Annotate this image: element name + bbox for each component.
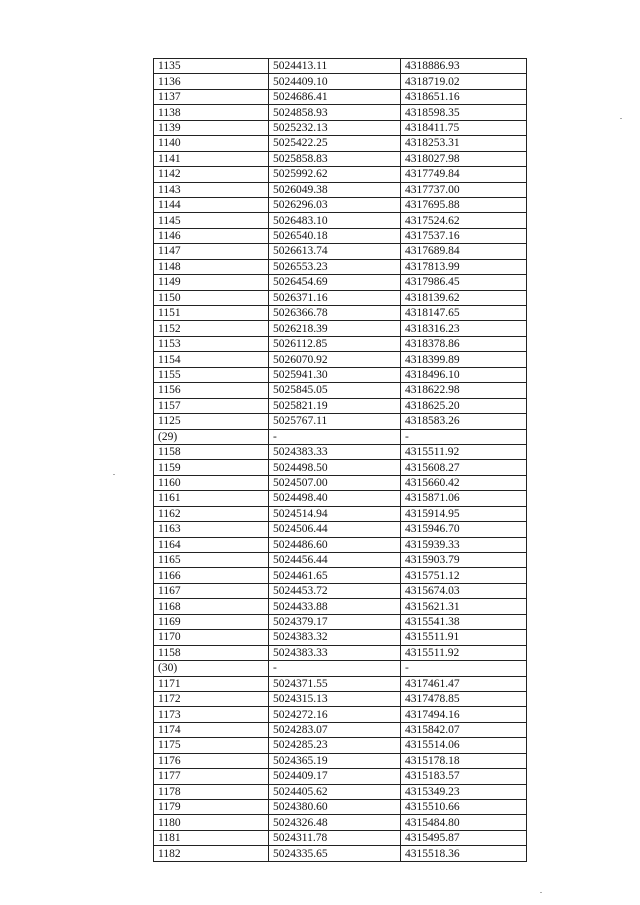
point-id-cell: 1151 — [154, 306, 269, 321]
point-id-cell: 1158 — [154, 645, 269, 660]
x-coordinate-cell: 5024461.65 — [269, 568, 401, 583]
table-row — [154, 59, 527, 74]
point-id-cell: 1169 — [154, 614, 269, 629]
y-coordinate-cell: 4317695.88 — [401, 197, 527, 212]
table-row — [154, 707, 527, 722]
table-row — [154, 522, 527, 537]
x-coordinate-cell: 5024453.72 — [269, 583, 401, 598]
point-id-cell: 1147 — [154, 244, 269, 259]
table-row — [154, 506, 527, 521]
scan-speck — [113, 474, 115, 475]
table-row — [154, 213, 527, 228]
table-row — [154, 676, 527, 691]
table-row — [154, 136, 527, 151]
point-id-cell: 1135 — [154, 59, 269, 74]
x-coordinate-cell: 5024383.32 — [269, 630, 401, 645]
y-coordinate-cell: 4317478.85 — [401, 691, 527, 706]
y-coordinate-cell: 4315842.07 — [401, 722, 527, 737]
x-coordinate-cell: 5024371.55 — [269, 676, 401, 691]
point-id-cell: 1164 — [154, 537, 269, 552]
x-coordinate-cell: 5024409.10 — [269, 74, 401, 89]
point-id-cell: 1157 — [154, 398, 269, 413]
point-id-cell: 1167 — [154, 583, 269, 598]
point-id-cell: 1152 — [154, 321, 269, 336]
x-coordinate-cell: 5024285.23 — [269, 738, 401, 753]
table-row — [154, 722, 527, 737]
table-row — [154, 429, 527, 444]
x-coordinate-cell: 5026218.39 — [269, 321, 401, 336]
table-row — [154, 800, 527, 815]
point-id-cell: 1176 — [154, 753, 269, 768]
x-coordinate-cell: - — [269, 661, 401, 676]
point-id-cell: 1172 — [154, 691, 269, 706]
table-row — [154, 74, 527, 89]
x-coordinate-cell: 5026454.69 — [269, 275, 401, 290]
x-coordinate-cell: 5026070.92 — [269, 352, 401, 367]
y-coordinate-cell: 4318139.62 — [401, 290, 527, 305]
y-coordinate-cell: 4318719.02 — [401, 74, 527, 89]
table-row — [154, 645, 527, 660]
point-id-cell: 1175 — [154, 738, 269, 753]
point-id-cell: 1174 — [154, 722, 269, 737]
coordinates-table-body — [154, 59, 527, 862]
table-row — [154, 830, 527, 845]
y-coordinate-cell: 4317689.84 — [401, 244, 527, 259]
point-id-cell: 1156 — [154, 383, 269, 398]
y-coordinate-cell: 4315939.33 — [401, 537, 527, 552]
x-coordinate-cell: 5026366.78 — [269, 306, 401, 321]
table-row — [154, 398, 527, 413]
scan-speck — [620, 118, 622, 119]
table-row — [154, 167, 527, 182]
y-coordinate-cell: 4318399.89 — [401, 352, 527, 367]
point-id-cell: 1165 — [154, 553, 269, 568]
y-coordinate-cell: 4318253.31 — [401, 136, 527, 151]
y-coordinate-cell: 4318147.65 — [401, 306, 527, 321]
table-row — [154, 475, 527, 490]
point-id-cell: 1155 — [154, 367, 269, 382]
y-coordinate-cell: 4318651.16 — [401, 89, 527, 104]
table-row — [154, 182, 527, 197]
y-coordinate-cell: 4318316.23 — [401, 321, 527, 336]
y-coordinate-cell: 4317737.00 — [401, 182, 527, 197]
x-coordinate-cell: 5024456.44 — [269, 553, 401, 568]
point-id-cell: 1179 — [154, 800, 269, 815]
y-coordinate-cell: 4317494.16 — [401, 707, 527, 722]
y-coordinate-cell: 4317537.16 — [401, 228, 527, 243]
y-coordinate-cell: 4315914.95 — [401, 506, 527, 521]
point-id-cell: 1144 — [154, 197, 269, 212]
x-coordinate-cell: 5024383.33 — [269, 444, 401, 459]
y-coordinate-cell: 4315495.87 — [401, 830, 527, 845]
table-row — [154, 259, 527, 274]
x-coordinate-cell: 5025941.30 — [269, 367, 401, 382]
y-coordinate-cell: 4315511.92 — [401, 444, 527, 459]
table-row — [154, 120, 527, 135]
table-row — [154, 846, 527, 861]
table-row — [154, 414, 527, 429]
table-row — [154, 614, 527, 629]
y-coordinate-cell: 4315903.79 — [401, 553, 527, 568]
point-id-cell: 1141 — [154, 151, 269, 166]
y-coordinate-cell: 4318411.75 — [401, 120, 527, 135]
point-id-cell: 1182 — [154, 846, 269, 861]
table-row — [154, 105, 527, 120]
x-coordinate-cell: 5026540.18 — [269, 228, 401, 243]
x-coordinate-cell: 5024380.60 — [269, 800, 401, 815]
y-coordinate-cell: 4315751.12 — [401, 568, 527, 583]
y-coordinate-cell: 4315660.42 — [401, 475, 527, 490]
y-coordinate-cell: 4315183.57 — [401, 769, 527, 784]
y-coordinate-cell: 4318622.98 — [401, 383, 527, 398]
x-coordinate-cell: 5024326.48 — [269, 815, 401, 830]
x-coordinate-cell: 5025422.25 — [269, 136, 401, 151]
point-id-cell: 1142 — [154, 167, 269, 182]
table-row — [154, 769, 527, 784]
point-id-cell: 1145 — [154, 213, 269, 228]
point-id-cell: 1125 — [154, 414, 269, 429]
x-coordinate-cell: 5024433.88 — [269, 599, 401, 614]
point-id-cell: 1154 — [154, 352, 269, 367]
point-id-cell: 1140 — [154, 136, 269, 151]
x-coordinate-cell: 5026112.85 — [269, 336, 401, 351]
table-row — [154, 460, 527, 475]
y-coordinate-cell: 4315178.18 — [401, 753, 527, 768]
x-coordinate-cell: 5026296.03 — [269, 197, 401, 212]
point-id-cell: 1143 — [154, 182, 269, 197]
y-coordinate-cell: 4315511.92 — [401, 645, 527, 660]
y-coordinate-cell: 4315518.36 — [401, 846, 527, 861]
y-coordinate-cell: 4315484.80 — [401, 815, 527, 830]
point-id-cell: 1178 — [154, 784, 269, 799]
table-row — [154, 352, 527, 367]
x-coordinate-cell: 5024514.94 — [269, 506, 401, 521]
table-row — [154, 321, 527, 336]
y-coordinate-cell: 4315621.31 — [401, 599, 527, 614]
table-row — [154, 630, 527, 645]
y-coordinate-cell: 4318583.26 — [401, 414, 527, 429]
x-coordinate-cell: 5024365.19 — [269, 753, 401, 768]
point-id-cell: 1137 — [154, 89, 269, 104]
x-coordinate-cell: 5024858.93 — [269, 105, 401, 120]
table-row — [154, 383, 527, 398]
x-coordinate-cell: 5024486.60 — [269, 537, 401, 552]
point-id-cell: 1136 — [154, 74, 269, 89]
y-coordinate-cell: 4317524.62 — [401, 213, 527, 228]
y-coordinate-cell: 4318378.86 — [401, 336, 527, 351]
point-id-cell: 1158 — [154, 444, 269, 459]
x-coordinate-cell: 5025858.83 — [269, 151, 401, 166]
x-coordinate-cell: 5024506.44 — [269, 522, 401, 537]
table-row — [154, 568, 527, 583]
point-id-cell: 1163 — [154, 522, 269, 537]
y-coordinate-cell: 4315510.66 — [401, 800, 527, 815]
table-row — [154, 444, 527, 459]
y-coordinate-cell: 4315514.06 — [401, 738, 527, 753]
table-row — [154, 290, 527, 305]
point-id-cell: 1166 — [154, 568, 269, 583]
table-row — [154, 661, 527, 676]
x-coordinate-cell: 5024413.11 — [269, 59, 401, 74]
table-row — [154, 784, 527, 799]
x-coordinate-cell: 5024379.17 — [269, 614, 401, 629]
y-coordinate-cell: 4317461.47 — [401, 676, 527, 691]
point-id-cell: 1146 — [154, 228, 269, 243]
point-id-cell: 1181 — [154, 830, 269, 845]
table-row — [154, 491, 527, 506]
table-row — [154, 306, 527, 321]
point-id-cell: 1159 — [154, 460, 269, 475]
x-coordinate-cell: 5025992.62 — [269, 167, 401, 182]
y-coordinate-cell: 4317986.45 — [401, 275, 527, 290]
x-coordinate-cell: 5024409.17 — [269, 769, 401, 784]
point-id-cell: 1180 — [154, 815, 269, 830]
x-coordinate-cell: 5024311.78 — [269, 830, 401, 845]
point-id-cell: 1149 — [154, 275, 269, 290]
y-coordinate-cell: 4315541.38 — [401, 614, 527, 629]
y-coordinate-cell: 4318625.20 — [401, 398, 527, 413]
point-id-cell: 1171 — [154, 676, 269, 691]
point-id-cell: 1148 — [154, 259, 269, 274]
table-row — [154, 537, 527, 552]
point-id-cell: 1170 — [154, 630, 269, 645]
y-coordinate-cell: - — [401, 429, 527, 444]
y-coordinate-cell: 4315946.70 — [401, 522, 527, 537]
x-coordinate-cell: 5024283.07 — [269, 722, 401, 737]
coordinates-table — [153, 58, 527, 862]
point-id-cell: 1173 — [154, 707, 269, 722]
table-row — [154, 553, 527, 568]
x-coordinate-cell: 5025232.13 — [269, 120, 401, 135]
point-id-cell: 1161 — [154, 491, 269, 506]
point-id-cell: (30) — [154, 661, 269, 676]
point-id-cell: 1162 — [154, 506, 269, 521]
x-coordinate-cell: 5026613.74 — [269, 244, 401, 259]
table-row — [154, 151, 527, 166]
x-coordinate-cell: 5024498.50 — [269, 460, 401, 475]
point-id-cell: 1168 — [154, 599, 269, 614]
x-coordinate-cell: 5024383.33 — [269, 645, 401, 660]
point-id-cell: 1160 — [154, 475, 269, 490]
x-coordinate-cell: 5024498.40 — [269, 491, 401, 506]
table-row — [154, 738, 527, 753]
point-id-cell: 1177 — [154, 769, 269, 784]
x-coordinate-cell: 5024272.16 — [269, 707, 401, 722]
y-coordinate-cell: 4317749.84 — [401, 167, 527, 182]
point-id-cell: 1153 — [154, 336, 269, 351]
y-coordinate-cell: - — [401, 661, 527, 676]
table-row — [154, 197, 527, 212]
y-coordinate-cell: 4318598.35 — [401, 105, 527, 120]
x-coordinate-cell: 5026371.16 — [269, 290, 401, 305]
table-row — [154, 336, 527, 351]
table-row — [154, 275, 527, 290]
point-id-cell: 1138 — [154, 105, 269, 120]
table-row — [154, 583, 527, 598]
point-id-cell: 1139 — [154, 120, 269, 135]
table-row — [154, 89, 527, 104]
y-coordinate-cell: 4318027.98 — [401, 151, 527, 166]
x-coordinate-cell: 5026483.10 — [269, 213, 401, 228]
x-coordinate-cell: 5024405.62 — [269, 784, 401, 799]
table-row — [154, 599, 527, 614]
scan-speck — [540, 892, 542, 893]
x-coordinate-cell: 5025821.19 — [269, 398, 401, 413]
y-coordinate-cell: 4317813.99 — [401, 259, 527, 274]
x-coordinate-cell: 5024686.41 — [269, 89, 401, 104]
y-coordinate-cell: 4315871.06 — [401, 491, 527, 506]
x-coordinate-cell: 5024315.13 — [269, 691, 401, 706]
y-coordinate-cell: 4318886.93 — [401, 59, 527, 74]
y-coordinate-cell: 4318496.10 — [401, 367, 527, 382]
table-row — [154, 691, 527, 706]
x-coordinate-cell: 5024335.65 — [269, 846, 401, 861]
x-coordinate-cell: - — [269, 429, 401, 444]
table-row — [154, 367, 527, 382]
x-coordinate-cell: 5024507.00 — [269, 475, 401, 490]
y-coordinate-cell: 4315511.91 — [401, 630, 527, 645]
x-coordinate-cell: 5025845.05 — [269, 383, 401, 398]
table-row — [154, 244, 527, 259]
y-coordinate-cell: 4315608.27 — [401, 460, 527, 475]
y-coordinate-cell: 4315349.23 — [401, 784, 527, 799]
table-row — [154, 815, 527, 830]
point-id-cell: (29) — [154, 429, 269, 444]
x-coordinate-cell: 5026049.38 — [269, 182, 401, 197]
y-coordinate-cell: 4315674.03 — [401, 583, 527, 598]
table-row — [154, 753, 527, 768]
point-id-cell: 1150 — [154, 290, 269, 305]
x-coordinate-cell: 5025767.11 — [269, 414, 401, 429]
table-row — [154, 228, 527, 243]
x-coordinate-cell: 5026553.23 — [269, 259, 401, 274]
